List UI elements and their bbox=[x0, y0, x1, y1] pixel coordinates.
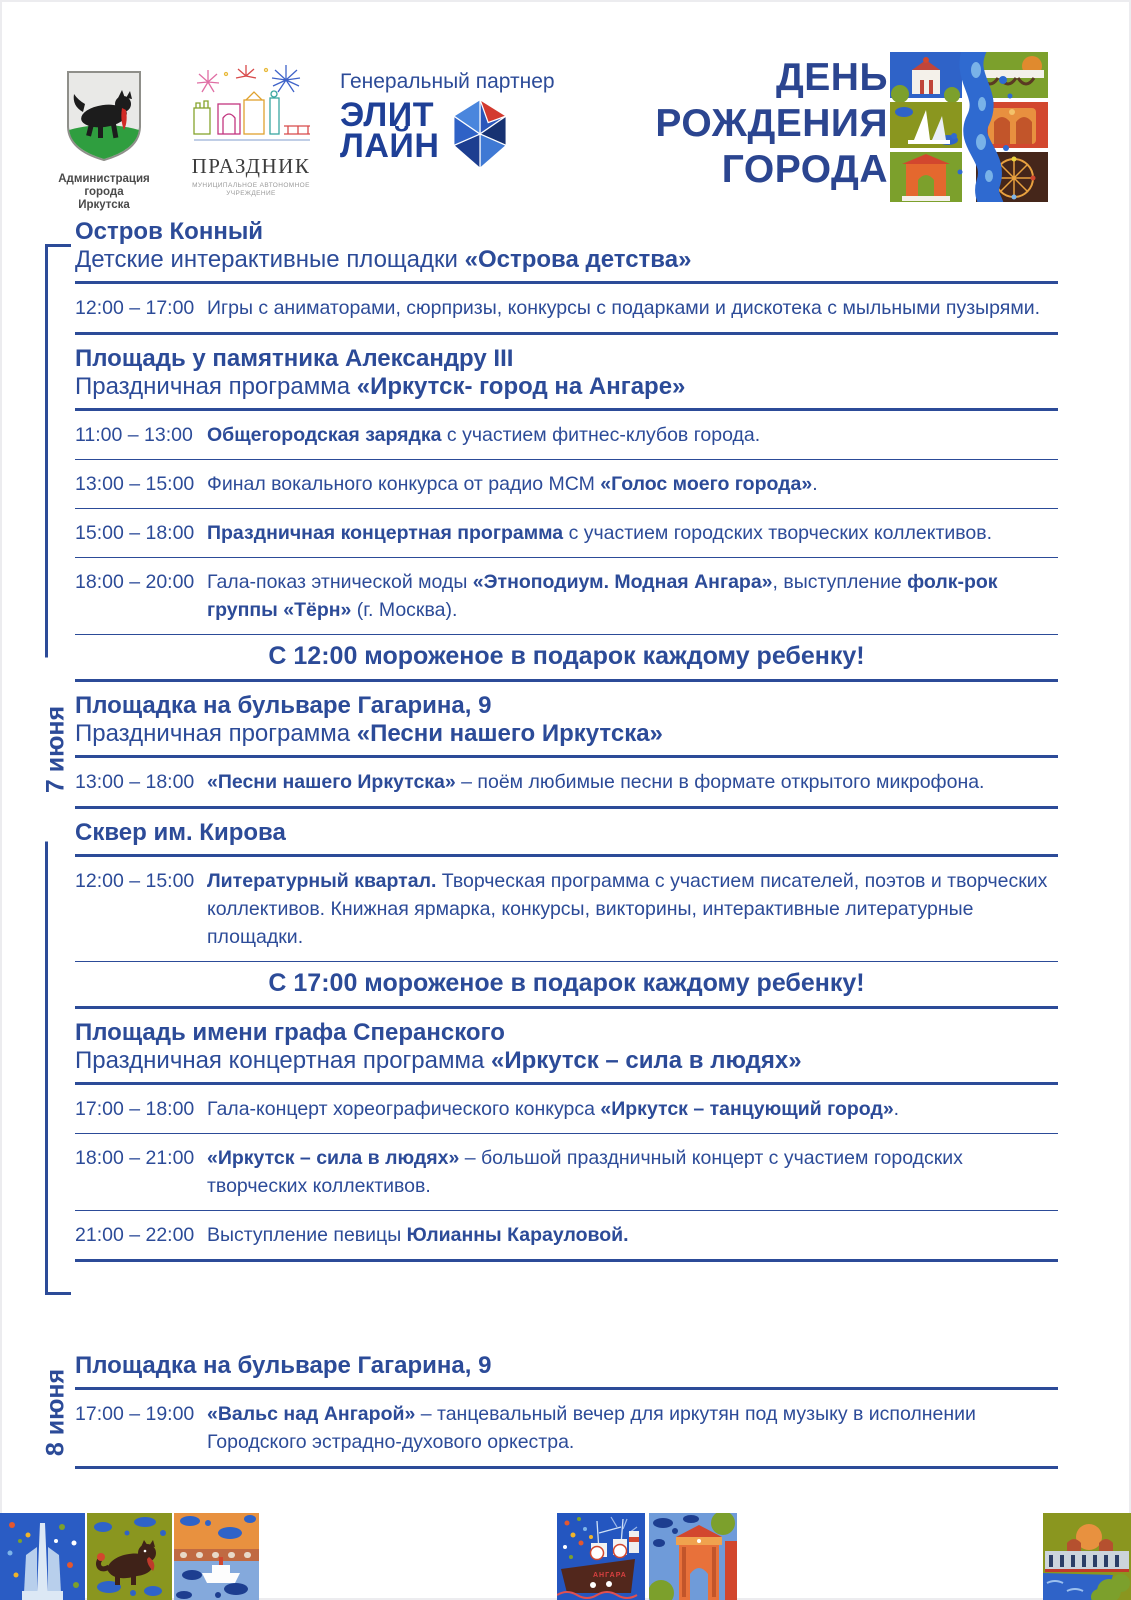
event-description bbox=[207, 568, 1058, 624]
event-text-run: «Иркутск – танцующий город» bbox=[600, 1098, 894, 1120]
section-title: Площадка на бульваре Гагарина, 9 bbox=[75, 692, 492, 719]
event-text-run: «Этноподиум. Модная Ангара» bbox=[472, 571, 773, 593]
separator-thick bbox=[75, 1006, 1058, 1009]
event-time: 17:00 – 18:00 bbox=[75, 1098, 195, 1120]
separator-thick bbox=[75, 1466, 1058, 1469]
city-arch bbox=[218, 104, 240, 134]
city-column bbox=[270, 91, 279, 134]
day8-date-label: 8 июня bbox=[38, 1331, 75, 1495]
subtitle-run: «Иркутск – сила в людях» bbox=[491, 1047, 802, 1074]
event-row bbox=[75, 284, 1058, 332]
elitline-wordmark-line1: ЭЛИТ bbox=[340, 96, 434, 134]
section-subtitle bbox=[75, 373, 1058, 401]
event-row bbox=[75, 1211, 1058, 1259]
event-row bbox=[75, 558, 1058, 634]
event-text-run: Финал вокального конкурса от радио МСМ bbox=[207, 473, 601, 495]
section-subtitle bbox=[75, 246, 1058, 274]
event-description bbox=[207, 519, 1058, 547]
subtitle-run: Детские интерактивные площадки bbox=[75, 246, 465, 273]
day7-bracket-top-tick bbox=[45, 244, 71, 247]
event-description bbox=[207, 470, 1058, 498]
subtitle-run: Праздничная программа bbox=[75, 373, 357, 400]
firework-red bbox=[236, 65, 256, 78]
day7-program bbox=[75, 218, 1058, 1262]
event-time: 21:00 – 22:00 bbox=[75, 1224, 195, 1246]
event-text-run: – большой праздничный концерт с участием городских творческих коллективов. bbox=[207, 1147, 963, 1197]
event-time: 13:00 – 18:00 bbox=[75, 771, 195, 793]
event-text-run: «Иркутск – сила в людях» bbox=[207, 1147, 460, 1169]
section-ostrov-konny bbox=[75, 218, 1058, 335]
section-title: Площадь имени графа Сперанского bbox=[75, 1019, 505, 1046]
section-gagarin-boulevard-day8 bbox=[75, 1352, 1058, 1469]
city-buildings-left bbox=[194, 101, 210, 134]
poster-title bbox=[620, 55, 888, 193]
event-text-run: . bbox=[893, 1098, 900, 1120]
event-text-run: , выступление bbox=[772, 571, 908, 593]
prazdnik-logo bbox=[186, 60, 316, 198]
separator-thick bbox=[75, 1259, 1058, 1262]
subtitle-run: «Иркутск- город на Ангаре» bbox=[356, 373, 686, 400]
section-title: Остров Конный bbox=[75, 218, 264, 245]
section-kirov-square bbox=[75, 819, 1058, 1009]
event-text-run: Выступление певицы bbox=[207, 1224, 407, 1246]
event-text-run: – поём любимые песни в формате открытого микрофона. bbox=[455, 771, 985, 793]
event-row bbox=[75, 1085, 1058, 1133]
prazdnik-caption-line1: МУНИЦИПАЛЬНОЕ АВТОНОМНОЕ bbox=[192, 182, 310, 189]
firework-blue bbox=[272, 65, 300, 92]
embankment-tile-icon bbox=[174, 1513, 259, 1600]
event-description bbox=[207, 1144, 1058, 1200]
event-text-run: (г. Москва). bbox=[351, 599, 458, 621]
elitline-wordmark-line2: ЛАЙН bbox=[340, 127, 440, 165]
event-time: 11:00 – 13:00 bbox=[75, 424, 193, 446]
event-time: 13:00 – 15:00 bbox=[75, 473, 195, 495]
event-text-run: . bbox=[812, 473, 818, 495]
event-text-run: Праздничная концертная программа bbox=[207, 522, 564, 544]
event-text-run: Юлианны Карауловой. bbox=[406, 1224, 629, 1246]
ship-name-label: АНГАРА bbox=[593, 1572, 627, 1579]
event-description bbox=[207, 421, 1058, 449]
day7-date-label: 7 июня bbox=[38, 658, 75, 842]
irkutsk-coat-of-arms-icon bbox=[60, 68, 148, 164]
event-time: 15:00 – 18:00 bbox=[75, 522, 195, 544]
event-text-run: фолк-рок группы «Тёрн» bbox=[207, 571, 998, 621]
sails-tile bbox=[890, 102, 962, 148]
separator-thick bbox=[75, 679, 1058, 682]
moscow-gate-tile bbox=[890, 152, 962, 202]
ice-cream-banner: С 17:00 мороженое в подарок каждому ребенку! bbox=[268, 969, 865, 997]
event-time: 12:00 – 17:00 bbox=[75, 297, 195, 319]
event-row bbox=[75, 460, 1058, 508]
angara-ship-tile-icon bbox=[557, 1513, 645, 1600]
arch bbox=[676, 1525, 722, 1600]
section-title: Площадь у памятника Александру III bbox=[75, 345, 514, 372]
section-title: Сквер им. Кирова bbox=[75, 819, 286, 846]
admin-caption-line1: Администрация bbox=[58, 173, 150, 185]
event-row bbox=[75, 758, 1058, 806]
section-subtitle bbox=[75, 720, 1058, 748]
babr-tile-icon bbox=[87, 1513, 172, 1600]
event-text-run: Гала-концерт хореографического конкурса bbox=[207, 1098, 601, 1120]
prazdnik-wordmark: ПРАЗДНИК bbox=[191, 154, 311, 178]
event-text-run: «Вальс над Ангарой» bbox=[207, 1403, 416, 1425]
subtitle-run: Праздничная концертная программа bbox=[75, 1047, 492, 1074]
event-text-run: с участием городских творческих коллективов. bbox=[563, 522, 993, 544]
dam-tile-icon bbox=[1043, 1513, 1131, 1600]
poster-title-line3: ГОРОДА bbox=[721, 148, 888, 191]
event-text-run: Игры с аниматорами, сюрпризы, конкурсы с подарками и дискотека с мыльными пузырями. bbox=[207, 297, 1041, 319]
poster-title-line1: ДЕНЬ bbox=[776, 56, 888, 99]
triumphal-arch-tile-icon bbox=[649, 1513, 737, 1600]
event-time: 12:00 – 15:00 bbox=[75, 870, 195, 892]
subtitle-run: «Острова детства» bbox=[464, 246, 692, 273]
general-partner-label: Генеральный партнер bbox=[340, 70, 555, 93]
irkutsk-administration-logo bbox=[58, 68, 150, 212]
event-description bbox=[207, 867, 1058, 951]
event-text-run: «Песни нашего Иркутска» bbox=[207, 771, 456, 793]
event-time: 18:00 – 20:00 bbox=[75, 571, 195, 593]
section-title: Площадка на бульваре Гагарина, 9 bbox=[75, 1352, 492, 1379]
event-description bbox=[207, 1400, 1058, 1456]
event-text-run: Общегородская зарядка bbox=[207, 424, 442, 446]
event-time: 18:00 – 21:00 bbox=[75, 1147, 195, 1169]
section-alexander-iii-square bbox=[75, 345, 1058, 682]
prazdnik-caption-line2: УЧРЕЖДЕНИЕ bbox=[226, 190, 276, 197]
separator-thick bbox=[75, 332, 1058, 335]
event-text-run: Гала-показ этнической моды bbox=[207, 571, 473, 593]
event-text-run: Творческая программа с участием писателей, поэтов и творческих коллективов. Книжная ярмарка, конкурсы, викторины, интерактивные литературные площадки. bbox=[207, 870, 1048, 948]
ice-cream-banner: С 12:00 мороженое в подарок каждому ребенку! bbox=[268, 642, 865, 670]
event-text-run: «Голос моего города» bbox=[600, 473, 813, 495]
event-description bbox=[207, 1221, 1058, 1249]
event-text-run: с участием фитнес-клубов города. bbox=[441, 424, 761, 446]
day8-program bbox=[75, 1352, 1058, 1469]
prazdnik-logo-icon bbox=[188, 60, 314, 148]
city-bridge bbox=[284, 126, 310, 134]
section-speransky-square bbox=[75, 1019, 1058, 1262]
event-row bbox=[75, 1390, 1058, 1466]
day7-bracket-bottom-tick bbox=[45, 1292, 71, 1295]
firework-pink bbox=[197, 70, 219, 92]
general-partner-block bbox=[340, 70, 560, 170]
subtitle-run: «Песни нашего Иркутска» bbox=[356, 720, 663, 747]
section-gagarin-boulevard bbox=[75, 692, 1058, 809]
poster-title-line2: РОЖДЕНИЯ bbox=[655, 102, 888, 145]
elitline-diamond-icon bbox=[447, 98, 513, 170]
event-description bbox=[207, 1095, 1058, 1123]
church-tile bbox=[890, 52, 962, 103]
event-row bbox=[75, 857, 1058, 961]
event-row bbox=[75, 411, 1058, 459]
event-time: 17:00 – 19:00 bbox=[75, 1403, 195, 1425]
event-description bbox=[207, 294, 1058, 322]
obelisk-tile-icon bbox=[0, 1513, 85, 1600]
elitline-wordmark bbox=[340, 96, 440, 165]
separator-thick bbox=[75, 806, 1058, 809]
prazdnik-caption bbox=[186, 182, 316, 198]
event-description bbox=[207, 768, 1058, 796]
admin-caption bbox=[58, 173, 150, 212]
event-text-run: – танцевальный вечер для иркутян под музыку в исполнении Городского эстрадно-духового оркестра. bbox=[207, 1403, 976, 1453]
event-row bbox=[75, 509, 1058, 557]
subtitle-run: Праздничная программа bbox=[75, 720, 357, 747]
city-river-illustration bbox=[890, 52, 1048, 202]
city-building-yellow bbox=[244, 92, 264, 134]
section-subtitle bbox=[75, 1047, 1058, 1075]
event-row bbox=[75, 1134, 1058, 1210]
event-text-run: Литературный квартал. bbox=[207, 870, 437, 892]
admin-caption-line2: города Иркутска bbox=[78, 186, 130, 211]
